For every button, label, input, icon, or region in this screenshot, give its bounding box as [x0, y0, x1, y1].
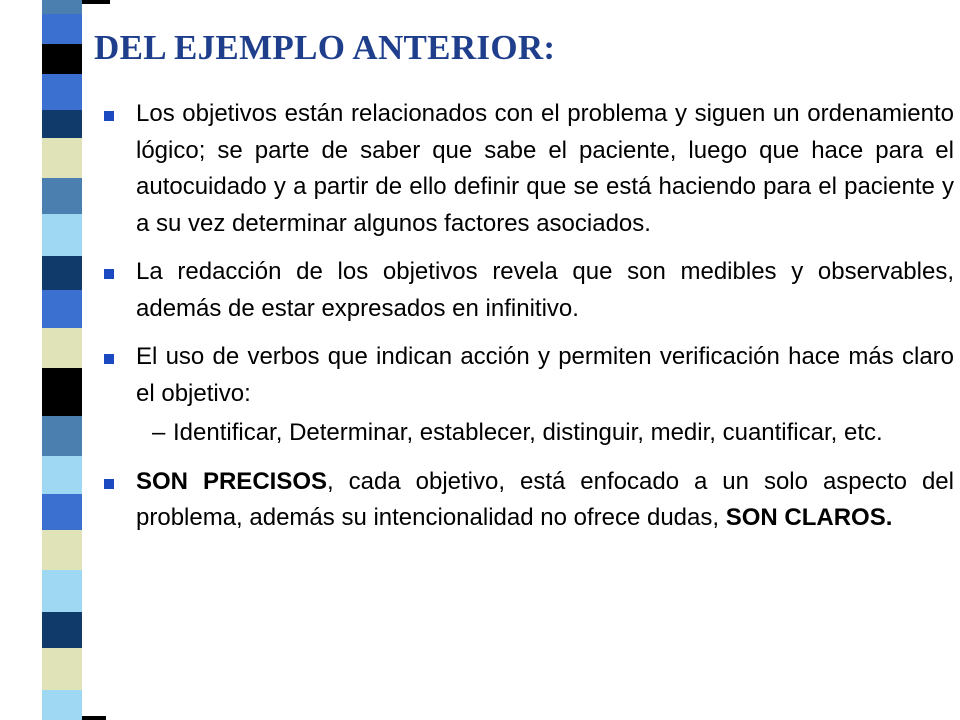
decorative-stripe-block	[42, 612, 82, 648]
decorative-stripe-block	[42, 530, 82, 570]
decorative-top-bar	[82, 0, 110, 4]
decorative-stripe-block	[42, 494, 82, 530]
decorative-stripe-block	[42, 648, 82, 690]
decorative-stripe-block	[42, 0, 82, 14]
bullet-list	[104, 96, 954, 549]
decorative-stripe-block	[42, 690, 82, 720]
bullet-bold-tail: SON CLAROS.	[725, 504, 893, 531]
bullet-text: El uso de verbos que indican acción y permiten verificación hace más claro el objetivo:	[136, 343, 954, 407]
decorative-stripe-block	[42, 290, 82, 328]
decorative-stripe-block	[42, 570, 82, 612]
bullet-item	[104, 339, 954, 452]
decorative-stripe-block	[42, 110, 82, 138]
decorative-stripe-block	[42, 44, 82, 74]
bullet-text: La redacción de los objetivos revela que son medibles y observables, además de estar expresados en infinitivo.	[136, 258, 954, 322]
bullet-marker-icon	[104, 354, 114, 364]
bullet-marker-icon	[104, 111, 114, 121]
decorative-stripe-block	[42, 138, 82, 178]
bullet-item	[104, 254, 954, 327]
bullet-marker-icon	[104, 479, 114, 489]
sub-item-dash: –	[152, 419, 166, 446]
decorative-stripe-block	[42, 14, 82, 44]
sub-list	[136, 415, 954, 452]
bullet-bold-lead: SON PRECISOS	[136, 467, 327, 495]
bullet-item	[104, 96, 954, 242]
bullet-text: Los objetivos están relacionados con el problema y siguen un ordenamiento lógico; se parte de saber que sabe el paciente, luego que hace para el autocuidado y a partir de ello definir que se está haciendo para el paciente y a su vez determinar algunos factores asociados.	[136, 100, 954, 237]
decorative-stripe-block	[42, 178, 82, 214]
bullet-text: , cada objetivo, está enfocado a un solo aspecto del problema, además su intencionalidad no ofrece dudas,	[136, 467, 954, 531]
bullet-marker-icon	[104, 269, 114, 279]
decorative-stripe-block	[42, 74, 82, 110]
decorative-stripe-block	[42, 456, 82, 494]
slide-title: DEL EJEMPLO ANTERIOR:	[94, 28, 556, 67]
decorative-stripe-block	[42, 416, 82, 456]
decorative-bottom-bar	[82, 716, 106, 720]
decorative-stripe-block	[42, 328, 82, 368]
decorative-stripe-block	[42, 214, 82, 256]
sub-item	[136, 415, 954, 452]
decorative-stripe-block	[42, 368, 82, 416]
sub-item-text: Identificar, Determinar, establecer, distinguir, medir, cuantificar, etc.	[173, 419, 883, 446]
bullet-item	[104, 464, 954, 537]
decorative-stripe-bar	[42, 0, 82, 720]
decorative-stripe-block	[42, 256, 82, 290]
